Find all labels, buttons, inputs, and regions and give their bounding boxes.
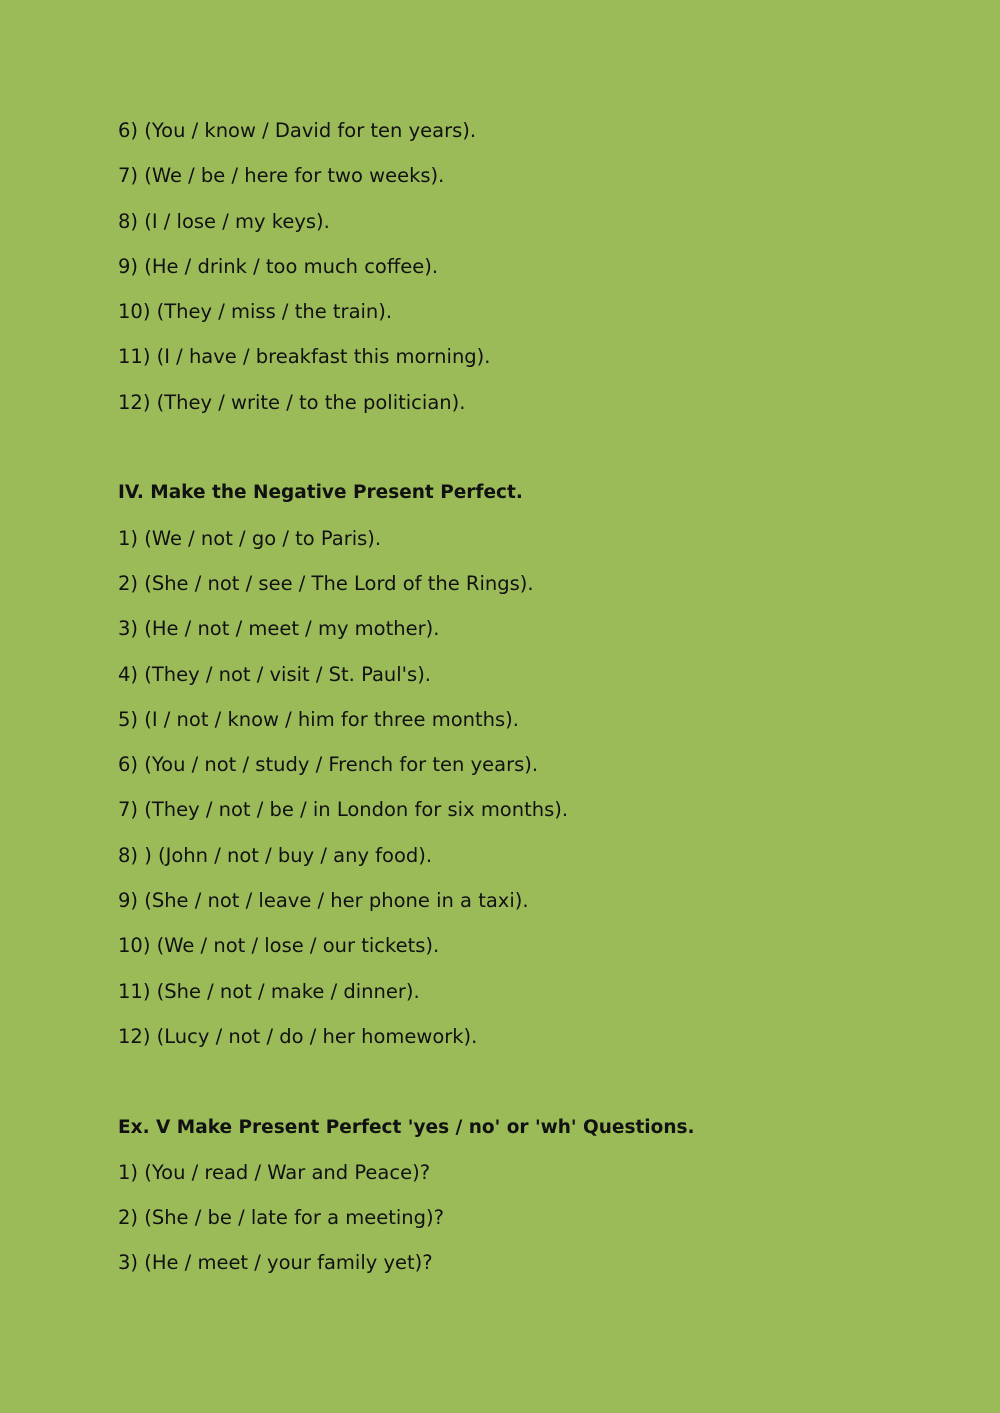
exercise-item: 3) (He / meet / your family yet)?: [118, 1251, 433, 1275]
section-iii-list: [118, 112, 918, 429]
section-iv: [118, 474, 918, 1063]
exercise-item: 3) (He / not / meet / my mother).: [118, 617, 440, 641]
exercise-item: 8) (I / lose / my keys).: [118, 209, 330, 233]
exercise-item: 12) (They / write / to the politician).: [118, 390, 466, 414]
exercise-item: 6) (You / not / study / French for ten years).: [118, 753, 539, 777]
exercise-item: 4) (They / not / visit / St. Paul's).: [118, 662, 431, 686]
exercise-item: 10) (They / miss / the train).: [118, 300, 393, 324]
exercise-item: 10) (We / not / lose / our tickets).: [118, 934, 440, 958]
section-spacer: [118, 429, 918, 474]
worksheet-page: [118, 112, 918, 1290]
exercise-item: 7) (We / be / here for two weeks).: [118, 164, 445, 188]
section-iv-heading: IV. Make the Negative Present Perfect.: [118, 482, 523, 504]
exercise-item: 2) (She / be / late for a meeting)?: [118, 1206, 444, 1230]
exercise-item: 1) (We / not / go / to Paris).: [118, 526, 382, 550]
exercise-item: 8) ) (John / not / buy / any food).: [118, 843, 433, 867]
exercise-item: 1) (You / read / War and Peace)?: [118, 1160, 431, 1184]
exercise-item: 6) (You / know / David for ten years).: [118, 119, 477, 142]
exercise-item: 5) (I / not / know / him for three months).: [118, 707, 519, 731]
exercise-item: 7) (They / not / be / in London for six months).: [118, 798, 569, 822]
exercise-item: 11) (I / have / breakfast this morning).: [118, 345, 491, 369]
exercise-item: 11) (She / not / make / dinner).: [118, 979, 420, 1003]
exercise-item: 9) (He / drink / too much coffee).: [118, 254, 439, 278]
exercise-item: 9) (She / not / leave / her phone in a taxi).: [118, 889, 529, 913]
section-spacer: [118, 1063, 918, 1108]
section-v: [118, 1109, 918, 1290]
exercise-item: 2) (She / not / see / The Lord of the Rings).: [118, 571, 534, 595]
section-v-heading: Ex. V Make Present Perfect 'yes / no' or 'wh' Questions.: [118, 1116, 695, 1138]
exercise-item: 12) (Lucy / not / do / her homework).: [118, 1024, 478, 1048]
